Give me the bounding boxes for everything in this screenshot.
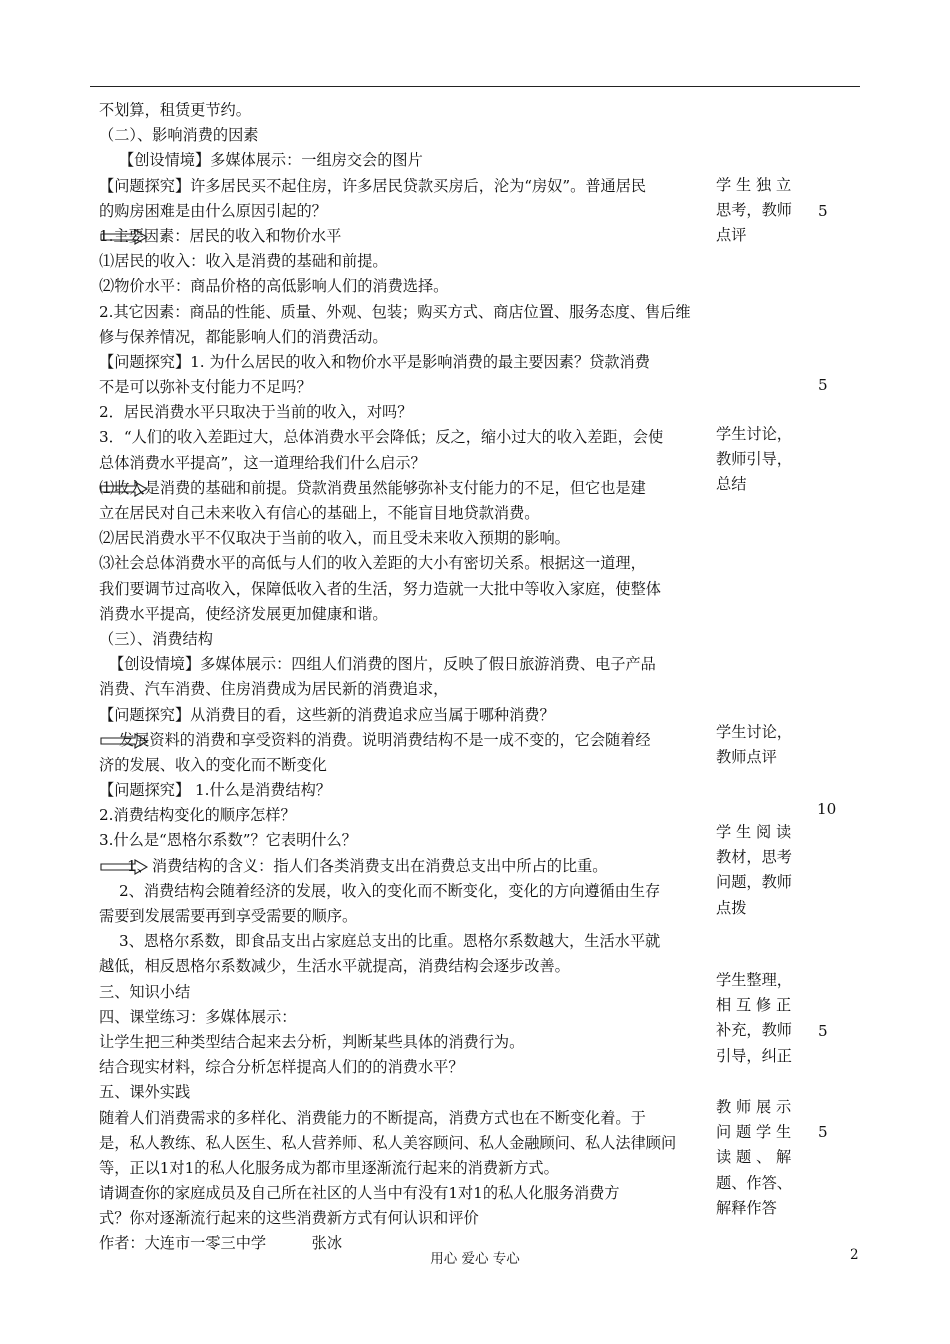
text-span: 发展资料的消费和享受资料的消费。说明消费结构不是一成不变的，它会随着经 bbox=[119, 730, 651, 749]
text-span: ⑴收入是消费的基础和前提。贷款消费虽然能够弥补支付能力的不足，但它也是建 bbox=[99, 478, 646, 497]
note-line: 读 题 、 解 bbox=[716, 1148, 792, 1167]
minutes-value: 5 bbox=[818, 1123, 828, 1141]
header-rule bbox=[90, 86, 860, 87]
section-heading: （二）、影响消费的因素 bbox=[99, 126, 259, 145]
text-line: 总体消费水平提高”，这一道理给我们什么启示？ bbox=[99, 453, 426, 472]
activity-note bbox=[716, 968, 804, 1069]
text-line: 【问题探究】 1.什么是消费结构？ bbox=[99, 781, 331, 800]
author-line: 作者：大连市一零三中学 张冰 bbox=[99, 1234, 342, 1253]
text-line: 越低，相反恩格尔系数减少，生活水平就提高，消费结构会逐步改善。 bbox=[99, 957, 570, 976]
note-line: 学生讨论， bbox=[716, 723, 792, 741]
text-line: 式？你对逐渐流行起来的这些消费新方式有何认识和评价 bbox=[99, 1209, 479, 1228]
activity-note bbox=[716, 173, 804, 249]
lesson-body bbox=[99, 98, 704, 1257]
text-line: 【创设情境】多媒体展示：四组人们消费的图片，反映了假日旅游消费、电子产品 bbox=[109, 655, 656, 674]
note-line: 教师引导， bbox=[716, 450, 792, 469]
text-line: 【创设情境】多媒体展示：一组房交会的图片 bbox=[119, 151, 423, 170]
text-line: 让学生把三种类型结合起来去分析，判断某些具体的消费行为。 bbox=[99, 1032, 525, 1051]
note-line: 学 生 阅 读 bbox=[716, 823, 792, 841]
minutes-value: 10 bbox=[817, 800, 837, 818]
activity-note bbox=[716, 422, 804, 498]
note-line: 教 师 展 示 bbox=[716, 1098, 792, 1116]
minutes-value: 5 bbox=[818, 376, 828, 394]
minutes-value: 5 bbox=[818, 202, 828, 220]
arrow-line bbox=[99, 854, 704, 879]
activity-note bbox=[716, 720, 804, 770]
text-line: 我们要调节过高收入，保障低收入者的生活，努力造就一大批中等收入家庭，使整体 bbox=[99, 579, 661, 598]
text-line: 【问题探究】从消费目的看，这些新的消费追求应当属于哪种消费？ bbox=[99, 705, 555, 724]
text-line: 不是可以弥补支付能力不足吗？ bbox=[99, 378, 312, 397]
minutes-value: 5 bbox=[818, 1022, 828, 1040]
note-line: 思考，教师 bbox=[716, 201, 792, 220]
text-line: 2.消费结构变化的顺序怎样？ bbox=[99, 806, 296, 825]
text-span: 1、消费结构的含义：指人们各类消费支出在消费总支出中所占的比重。 bbox=[127, 856, 608, 875]
note-line: 引导，纠正 bbox=[716, 1046, 792, 1065]
activity-note bbox=[716, 1095, 804, 1221]
text-line: 结合现实材料，综合分析怎样提高人们的的消费水平？ bbox=[99, 1058, 464, 1077]
text-span: 1.主要因素：居民的收入和物价水平 bbox=[99, 226, 342, 245]
page-number: 2 bbox=[850, 1247, 859, 1263]
text-line: ⑵居民消费水平不仅取决于当前的收入，而且受未来收入预期的影响。 bbox=[99, 529, 570, 548]
arrow-line bbox=[99, 728, 704, 753]
section-heading: （三）、消费结构 bbox=[99, 629, 213, 648]
text-line: 不划算，租赁更节约。 bbox=[99, 101, 251, 119]
note-line: 教师点评 bbox=[716, 748, 777, 767]
text-line: 是，私人教练、私人医生、私人营养师、私人美容顾问、私人金融顾问、私人法律顾问 bbox=[99, 1133, 677, 1152]
section-heading: 三、知识小结 bbox=[99, 982, 191, 1001]
text-line: 3.什么是“恩格尔系数”？它表明什么？ bbox=[99, 831, 357, 850]
note-line: 问 题 学 生 bbox=[716, 1123, 792, 1142]
note-line: 点评 bbox=[716, 226, 747, 245]
text-line: 立在居民对自己未来收入有信心的基础上，不能盲目地贷款消费。 bbox=[99, 504, 540, 522]
text-line: 2、消费结构会随着经济的发展，收入的变化而不断变化，变化的方向遵循由生存 bbox=[119, 881, 661, 900]
arrow-icon bbox=[100, 733, 148, 749]
arrow-line bbox=[99, 476, 704, 501]
text-line: 消费水平提高，使经济发展更加健康和谐。 bbox=[99, 604, 388, 623]
note-line: 总结 bbox=[716, 475, 747, 494]
section-heading: 四、课堂练习：多媒体展示： bbox=[99, 1007, 297, 1026]
arrow-icon bbox=[100, 859, 148, 875]
text-line: ⑵物价水平：商品价格的高低影响人们的消费选择。 bbox=[99, 277, 449, 296]
note-line: 题、作答、 bbox=[716, 1173, 792, 1192]
section-heading: 五、课外实践 bbox=[99, 1083, 191, 1102]
note-line: 问题，教师 bbox=[716, 873, 792, 892]
text-line: 随着人们消费需求的多样化、消费能力的不断提高，消费方式也在不断变化着。于 bbox=[99, 1108, 646, 1127]
note-line: 相 互 修 正 bbox=[716, 996, 792, 1015]
text-line: 请调查你的家庭成员及自己所在社区的人当中有没有1对1的私人化服务消费方 bbox=[99, 1184, 620, 1203]
text-line: 2．居民消费水平只取决于当前的收入，对吗？ bbox=[99, 403, 413, 422]
arrow-line bbox=[99, 224, 704, 249]
text-line: 消费、汽车消费、住房消费成为居民新的消费追求， bbox=[99, 680, 449, 699]
text-line: 3、恩格尔系数，即食品支出占家庭总支出的比重。恩格尔系数越大，生活水平就 bbox=[119, 932, 661, 951]
text-line: ⑴居民的收入：收入是消费的基础和前提。 bbox=[99, 252, 388, 271]
note-line: 解释作答 bbox=[716, 1198, 777, 1217]
note-line: 学生讨论， bbox=[716, 425, 792, 443]
arrow-icon bbox=[100, 481, 148, 497]
text-line: 需要到发展需要再到享受需要的顺序。 bbox=[99, 907, 358, 925]
text-line: 3．“人们的收入差距过大，总体消费水平会降低；反之，缩小过大的收入差距，会使 bbox=[99, 428, 664, 447]
text-line: 济的发展、收入的变化而不断变化 bbox=[99, 755, 327, 774]
page-footer: 用心 爱心 专心 bbox=[430, 1251, 520, 1267]
text-line: 2.其它因素：商品的性能、质量、外观、包装；购买方式、商店位置、服务态度、售后维 bbox=[99, 302, 691, 321]
note-line: 学生整理， bbox=[716, 971, 792, 989]
activity-note bbox=[716, 820, 804, 921]
note-line: 教材，思考 bbox=[716, 848, 792, 867]
text-line: 【问题探究】许多居民买不起住房，许多居民贷款买房后，沦为“房奴”。普通居民 bbox=[99, 176, 647, 195]
note-line: 点拨 bbox=[716, 898, 747, 917]
arrow-icon bbox=[100, 229, 148, 245]
note-line: 学 生 独 立 bbox=[716, 176, 792, 194]
note-line: 补充，教师 bbox=[716, 1021, 792, 1040]
text-line: 的购房困难是由什么原因引起的？ bbox=[99, 201, 327, 220]
text-line: 修与保养情况，都能影响人们的消费活动。 bbox=[99, 327, 388, 346]
text-line: ⑶社会总体消费水平的高低与人们的收入差距的大小有密切关系。根据这一道理， bbox=[99, 554, 646, 573]
text-line: 【问题探究】1. 为什么居民的收入和物价水平是影响消费的最主要因素？贷款消费 bbox=[99, 352, 650, 371]
text-line: 等，正以1对1的私人化服务成为都市里逐渐流行起来的消费新方式。 bbox=[99, 1158, 559, 1177]
